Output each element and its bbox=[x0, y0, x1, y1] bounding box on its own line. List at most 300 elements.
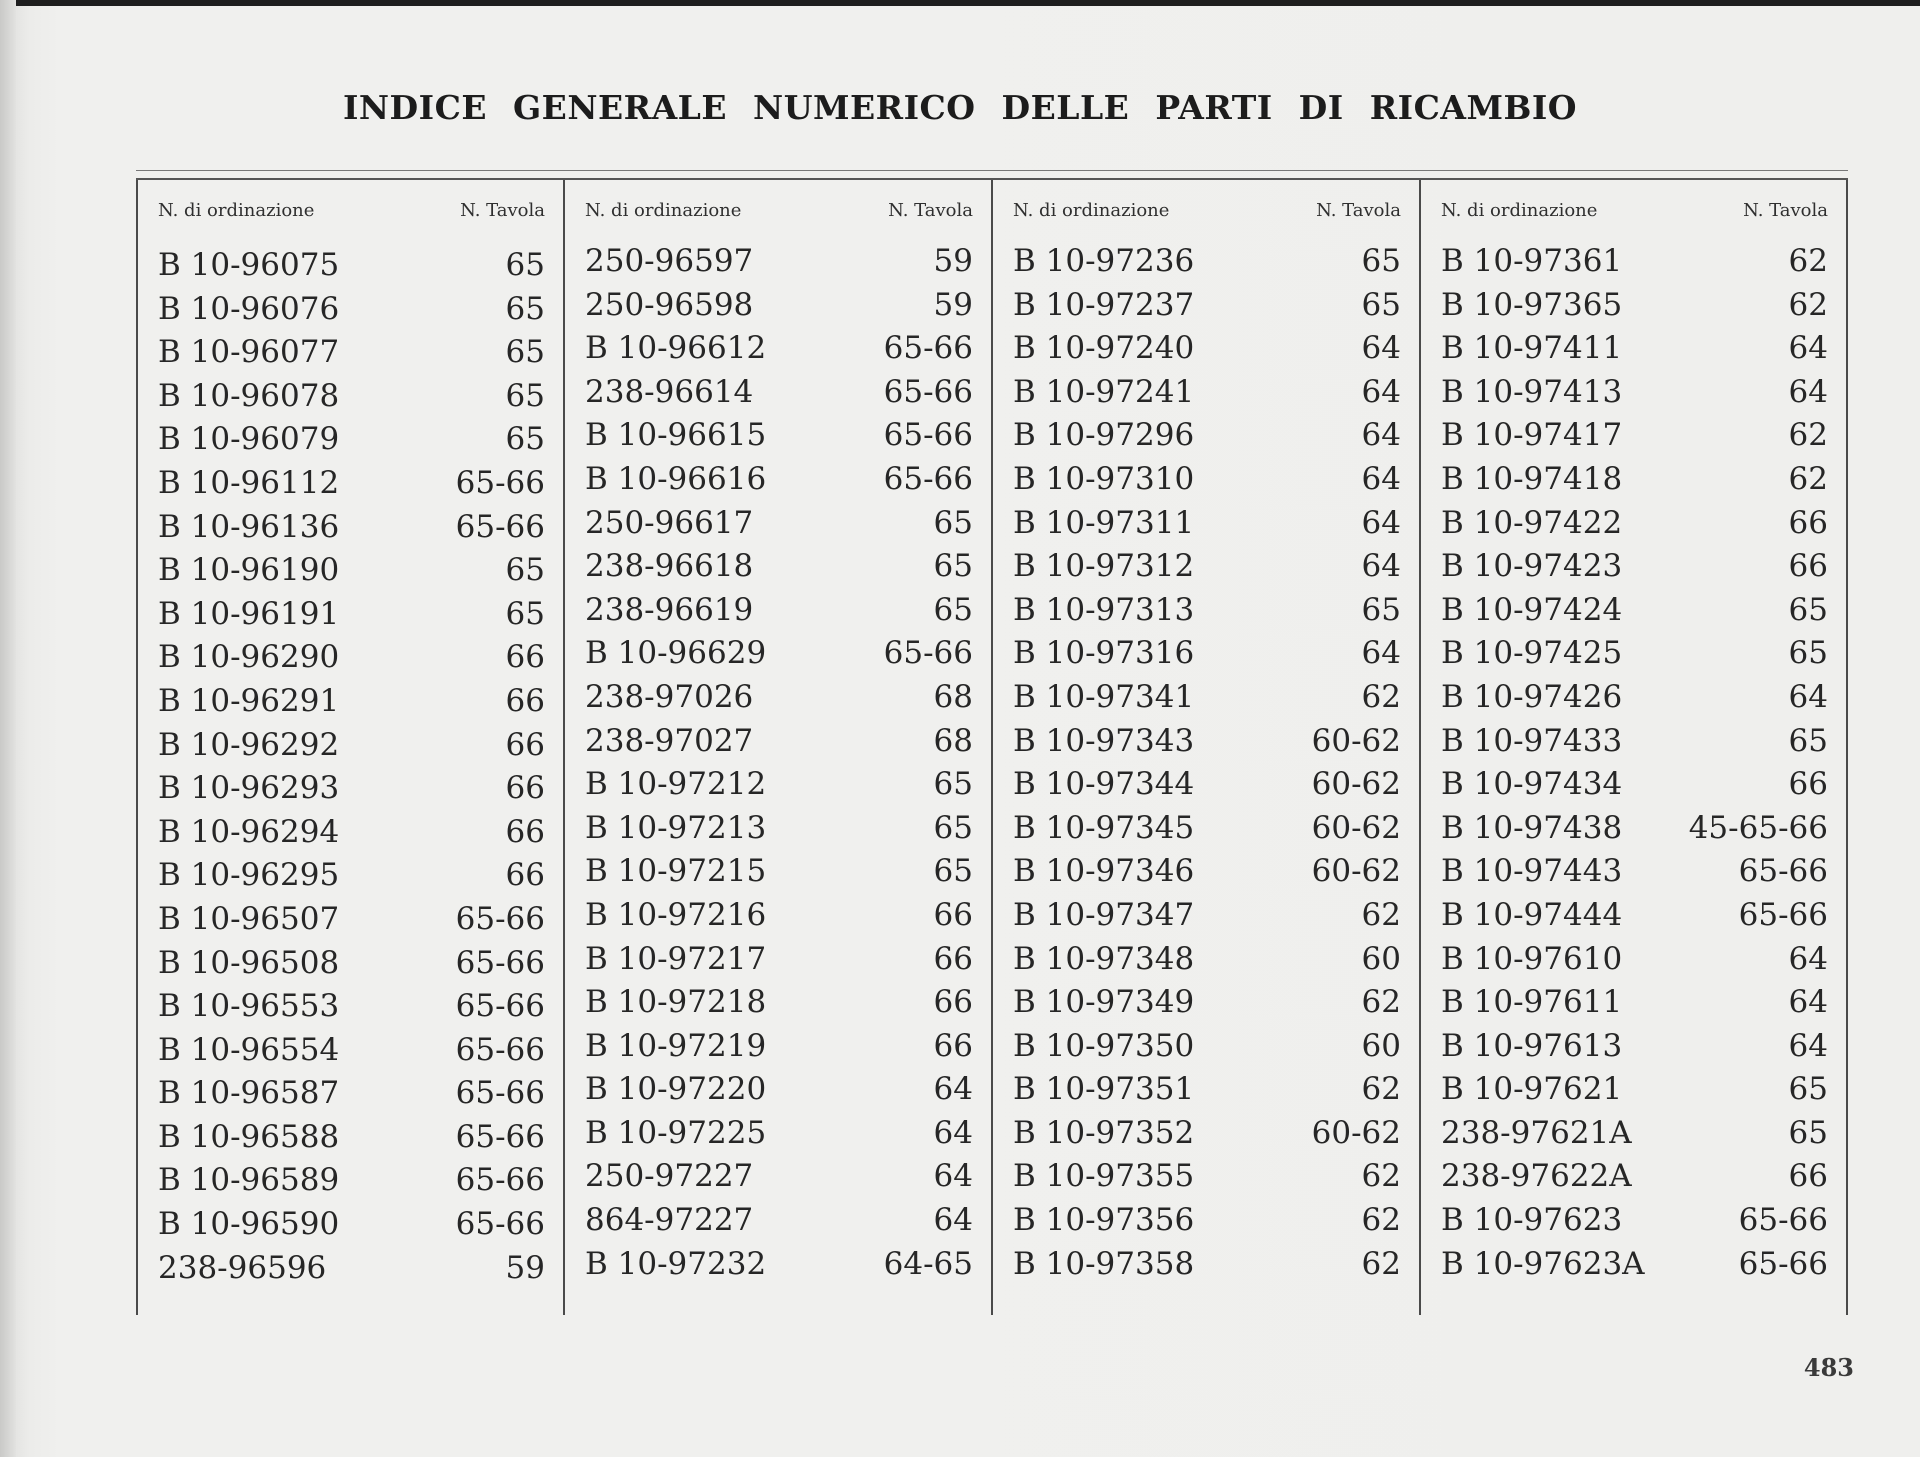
order-number: B 10-96293 bbox=[158, 770, 340, 807]
table-number: 62 bbox=[1788, 460, 1828, 497]
table-number: 65-66 bbox=[455, 1206, 545, 1243]
header-order-number: N. di ordinazione bbox=[1013, 200, 1170, 221]
table-number: 62 bbox=[1788, 417, 1828, 454]
order-number: B 10-97316 bbox=[1013, 635, 1195, 672]
column-header bbox=[138, 180, 563, 242]
table-row bbox=[993, 1025, 1419, 1069]
order-number: B 10-97425 bbox=[1441, 635, 1623, 672]
table-row bbox=[993, 807, 1419, 851]
order-number: B 10-96295 bbox=[158, 857, 340, 894]
table-number: 62 bbox=[1788, 243, 1828, 279]
table-number: 65 bbox=[933, 591, 973, 628]
table-number: 65 bbox=[1788, 1071, 1828, 1108]
table-number: 65-66 bbox=[1738, 1245, 1828, 1282]
table-row bbox=[1421, 894, 1846, 938]
table-number: 66 bbox=[1788, 766, 1828, 803]
header-rule-thin bbox=[136, 170, 1848, 171]
table-number: 64 bbox=[1361, 548, 1401, 585]
order-number: B 10-97219 bbox=[585, 1027, 767, 1064]
table-row bbox=[1421, 284, 1846, 328]
order-number: B 10-97621 bbox=[1441, 1071, 1623, 1108]
table-number: 64 bbox=[933, 1158, 973, 1195]
table-row bbox=[1421, 371, 1846, 415]
order-number: B 10-96136 bbox=[158, 508, 340, 545]
table-number: 65 bbox=[933, 809, 973, 846]
table-number: 64 bbox=[1788, 1027, 1828, 1064]
table-row bbox=[565, 938, 991, 982]
order-number: B 10-97218 bbox=[585, 984, 767, 1021]
page-title: INDICE GENERALE NUMERICO DELLE PARTI DI RICAMBIO bbox=[342, 88, 1578, 127]
table-number: 60-62 bbox=[1311, 853, 1401, 890]
table-row bbox=[565, 458, 991, 502]
table-number: 68 bbox=[933, 722, 973, 759]
order-number: B 10-97225 bbox=[585, 1114, 767, 1151]
table-row bbox=[1421, 938, 1846, 982]
table-row bbox=[138, 593, 563, 637]
table-number: 65-66 bbox=[455, 988, 545, 1025]
order-number: 250-97227 bbox=[585, 1158, 754, 1195]
order-number: B 10-97296 bbox=[1013, 417, 1195, 454]
table-row bbox=[993, 632, 1419, 676]
table-row bbox=[1421, 1155, 1846, 1199]
order-number: B 10-97433 bbox=[1441, 722, 1623, 759]
order-number: B 10-97311 bbox=[1013, 504, 1195, 541]
table-row bbox=[993, 1068, 1419, 1112]
table-row bbox=[138, 1159, 563, 1203]
table-number: 66 bbox=[505, 726, 545, 763]
table-row bbox=[565, 414, 991, 458]
table-number: 64 bbox=[1361, 635, 1401, 672]
table-row bbox=[1421, 589, 1846, 633]
order-number: B 10-96587 bbox=[158, 1075, 340, 1112]
table-number: 59 bbox=[505, 1249, 545, 1286]
table-row bbox=[138, 636, 563, 680]
table-row bbox=[993, 938, 1419, 982]
table-number: 60-62 bbox=[1311, 809, 1401, 846]
column-rows bbox=[993, 240, 1419, 1286]
order-number: B 10-96190 bbox=[158, 552, 340, 589]
table-row bbox=[1421, 414, 1846, 458]
table-row bbox=[138, 680, 563, 724]
table-number: 62 bbox=[1361, 896, 1401, 933]
table-number: 66 bbox=[933, 984, 973, 1021]
order-number: B 10-97438 bbox=[1441, 809, 1623, 846]
table-row bbox=[993, 1199, 1419, 1243]
order-number: B 10-96292 bbox=[158, 726, 340, 763]
order-number: B 10-97344 bbox=[1013, 766, 1195, 803]
table-row bbox=[565, 589, 991, 633]
table-number: 65-66 bbox=[455, 464, 545, 501]
table-row bbox=[138, 549, 563, 593]
order-number: B 10-97312 bbox=[1013, 548, 1195, 585]
table-number: 65 bbox=[1361, 243, 1401, 279]
order-number: 250-96617 bbox=[585, 504, 754, 541]
order-number: B 10-97413 bbox=[1441, 373, 1623, 410]
order-number: B 10-96077 bbox=[158, 334, 340, 371]
table-number: 60 bbox=[1361, 1027, 1401, 1064]
table-number: 62 bbox=[1361, 984, 1401, 1021]
table-row bbox=[138, 1116, 563, 1160]
order-number: B 10-97417 bbox=[1441, 417, 1623, 454]
page-top-edge bbox=[0, 0, 1920, 6]
order-number: B 10-97365 bbox=[1441, 286, 1623, 323]
table-number: 64 bbox=[1361, 460, 1401, 497]
table-number: 65-66 bbox=[455, 944, 545, 981]
table-row bbox=[1421, 545, 1846, 589]
order-number: B 10-97345 bbox=[1013, 809, 1195, 846]
header-order-number: N. di ordinazione bbox=[1441, 200, 1598, 221]
table-row bbox=[565, 240, 991, 284]
table-row bbox=[1421, 1112, 1846, 1156]
header-table-number: N. Tavola bbox=[1316, 200, 1401, 221]
table-row bbox=[993, 502, 1419, 546]
table-row bbox=[565, 502, 991, 546]
table-number: 65 bbox=[933, 504, 973, 541]
table-number: 65 bbox=[505, 247, 545, 283]
table-row bbox=[1421, 458, 1846, 502]
table-number: 64 bbox=[1361, 373, 1401, 410]
table-number: 65-66 bbox=[455, 900, 545, 937]
table-number: 65 bbox=[933, 766, 973, 803]
order-number: B 10-97241 bbox=[1013, 373, 1195, 410]
table-number: 60-62 bbox=[1311, 766, 1401, 803]
order-number: B 10-96507 bbox=[158, 900, 340, 937]
table-number: 66 bbox=[505, 639, 545, 676]
table-row bbox=[565, 327, 991, 371]
table-row bbox=[565, 807, 991, 851]
table-row bbox=[565, 371, 991, 415]
order-number: B 10-96294 bbox=[158, 813, 340, 850]
table-number: 65-66 bbox=[455, 1162, 545, 1199]
table-number: 62 bbox=[1361, 678, 1401, 715]
order-number: B 10-97361 bbox=[1441, 243, 1623, 279]
table-number: 64 bbox=[933, 1114, 973, 1151]
table-number: 65-66 bbox=[883, 417, 973, 454]
table-number: 65-66 bbox=[1738, 853, 1828, 890]
table-row bbox=[565, 720, 991, 764]
table-row bbox=[138, 724, 563, 768]
table-row bbox=[1421, 676, 1846, 720]
table-row bbox=[565, 632, 991, 676]
table-row bbox=[1421, 502, 1846, 546]
table-row bbox=[138, 854, 563, 898]
order-number: B 10-97220 bbox=[585, 1071, 767, 1108]
table-number: 65 bbox=[1788, 635, 1828, 672]
table-number: 59 bbox=[933, 243, 973, 279]
table-number: 64-65 bbox=[883, 1245, 973, 1282]
table-row bbox=[138, 331, 563, 375]
table-row bbox=[565, 545, 991, 589]
order-number: 238-97026 bbox=[585, 678, 754, 715]
order-number: B 10-96290 bbox=[158, 639, 340, 676]
table-row bbox=[1421, 720, 1846, 764]
order-number: B 10-96112 bbox=[158, 464, 340, 501]
table-row bbox=[565, 676, 991, 720]
table-number: 60-62 bbox=[1311, 722, 1401, 759]
table-number: 65 bbox=[933, 548, 973, 585]
table-number: 62 bbox=[1361, 1245, 1401, 1282]
table-row bbox=[993, 981, 1419, 1025]
table-number: 65 bbox=[1788, 591, 1828, 628]
table-row bbox=[138, 418, 563, 462]
order-number: B 10-97623 bbox=[1441, 1202, 1623, 1239]
table-number: 62 bbox=[1788, 286, 1828, 323]
table-row bbox=[138, 898, 563, 942]
table-number: 64 bbox=[933, 1071, 973, 1108]
table-row bbox=[138, 288, 563, 332]
order-number: B 10-96191 bbox=[158, 595, 340, 632]
table-row bbox=[565, 284, 991, 328]
order-number: B 10-97423 bbox=[1441, 548, 1623, 585]
order-number: 250-96597 bbox=[585, 243, 754, 279]
table-row bbox=[993, 894, 1419, 938]
order-number: 250-96598 bbox=[585, 286, 754, 323]
table-row bbox=[993, 284, 1419, 328]
order-number: 238-97027 bbox=[585, 722, 754, 759]
order-number: B 10-97232 bbox=[585, 1245, 767, 1282]
order-number: B 10-97444 bbox=[1441, 896, 1623, 933]
table-number: 65-66 bbox=[1738, 1202, 1828, 1239]
order-number: B 10-96079 bbox=[158, 421, 340, 458]
order-number: B 10-97313 bbox=[1013, 591, 1195, 628]
order-number: B 10-97310 bbox=[1013, 460, 1195, 497]
order-number: B 10-97623A bbox=[1441, 1245, 1645, 1282]
order-number: B 10-97217 bbox=[585, 940, 767, 977]
order-number: B 10-96554 bbox=[158, 1031, 340, 1068]
table-row bbox=[993, 850, 1419, 894]
table-number: 68 bbox=[933, 678, 973, 715]
table-row bbox=[565, 1199, 991, 1243]
table-row bbox=[138, 1203, 563, 1247]
order-number: B 10-97350 bbox=[1013, 1027, 1195, 1064]
page-number: 483 bbox=[1803, 1353, 1854, 1382]
table-row bbox=[138, 942, 563, 986]
table-number: 65-66 bbox=[455, 1118, 545, 1155]
order-number: B 10-96615 bbox=[585, 417, 767, 454]
table-number: 64 bbox=[1788, 984, 1828, 1021]
table-number: 65-66 bbox=[883, 330, 973, 367]
table-number: 65 bbox=[1361, 591, 1401, 628]
table-number: 66 bbox=[505, 682, 545, 719]
table-number: 66 bbox=[933, 896, 973, 933]
table-row bbox=[138, 985, 563, 1029]
table-number: 64 bbox=[1361, 504, 1401, 541]
table-number: 65-66 bbox=[883, 635, 973, 672]
table-number: 65 bbox=[505, 552, 545, 589]
table-row bbox=[1421, 1199, 1846, 1243]
table-number: 65-66 bbox=[455, 1031, 545, 1068]
table-number: 60-62 bbox=[1311, 1114, 1401, 1151]
table-row bbox=[993, 240, 1419, 284]
order-number: B 10-97346 bbox=[1013, 853, 1195, 890]
header-table-number: N. Tavola bbox=[1743, 200, 1828, 221]
order-number: 238-96619 bbox=[585, 591, 754, 628]
order-number: B 10-97343 bbox=[1013, 722, 1195, 759]
order-number: B 10-96629 bbox=[585, 635, 767, 672]
table-number: 65 bbox=[505, 290, 545, 327]
order-number: 238-96614 bbox=[585, 373, 754, 410]
order-number: B 10-97348 bbox=[1013, 940, 1195, 977]
table-column-3 bbox=[991, 180, 1419, 1315]
order-number: B 10-97443 bbox=[1441, 853, 1623, 890]
table-row bbox=[1421, 850, 1846, 894]
table-number: 64 bbox=[1788, 330, 1828, 367]
table-row bbox=[565, 981, 991, 1025]
table-row bbox=[1421, 240, 1846, 284]
order-number: B 10-97240 bbox=[1013, 330, 1195, 367]
table-number: 66 bbox=[1788, 548, 1828, 585]
column-header bbox=[1421, 180, 1846, 242]
table-number: 65-66 bbox=[883, 373, 973, 410]
table-row bbox=[1421, 327, 1846, 371]
order-number: B 10-97341 bbox=[1013, 678, 1195, 715]
table-number: 64 bbox=[1361, 330, 1401, 367]
table-number: 66 bbox=[1788, 1158, 1828, 1195]
header-order-number: N. di ordinazione bbox=[158, 200, 315, 221]
parts-index-table bbox=[136, 180, 1848, 1315]
order-number: B 10-96616 bbox=[585, 460, 767, 497]
order-number: B 10-97351 bbox=[1013, 1071, 1195, 1108]
order-number: B 10-97613 bbox=[1441, 1027, 1623, 1064]
order-number: B 10-97422 bbox=[1441, 504, 1623, 541]
table-number: 65 bbox=[505, 334, 545, 371]
order-number: B 10-97426 bbox=[1441, 678, 1623, 715]
order-number: 238-96596 bbox=[158, 1249, 327, 1286]
table-number: 64 bbox=[1788, 940, 1828, 977]
table-number: 66 bbox=[933, 940, 973, 977]
table-row bbox=[138, 1072, 563, 1116]
table-row bbox=[565, 1025, 991, 1069]
table-row bbox=[1421, 632, 1846, 676]
table-row bbox=[138, 506, 563, 550]
table-number: 64 bbox=[1788, 678, 1828, 715]
table-number: 59 bbox=[933, 286, 973, 323]
table-column-1 bbox=[136, 180, 563, 1315]
order-number: B 10-96589 bbox=[158, 1162, 340, 1199]
order-number: B 10-97237 bbox=[1013, 286, 1195, 323]
table-row bbox=[993, 720, 1419, 764]
order-number: B 10-97347 bbox=[1013, 896, 1195, 933]
table-row bbox=[565, 1068, 991, 1112]
table-number: 64 bbox=[1361, 417, 1401, 454]
table-row bbox=[138, 811, 563, 855]
order-number: B 10-96508 bbox=[158, 944, 340, 981]
table-number: 45-65-66 bbox=[1688, 809, 1828, 846]
table-row bbox=[1421, 981, 1846, 1025]
header-order-number: N. di ordinazione bbox=[585, 200, 742, 221]
table-row bbox=[138, 462, 563, 506]
table-number: 65 bbox=[1788, 1114, 1828, 1151]
table-row bbox=[565, 894, 991, 938]
order-number: B 10-97355 bbox=[1013, 1158, 1195, 1195]
table-row bbox=[993, 763, 1419, 807]
table-number: 65 bbox=[505, 377, 545, 414]
order-number: B 10-97424 bbox=[1441, 591, 1623, 628]
table-number: 64 bbox=[933, 1202, 973, 1239]
table-row bbox=[993, 327, 1419, 371]
column-rows bbox=[138, 244, 563, 1290]
table-number: 66 bbox=[933, 1027, 973, 1064]
table-number: 66 bbox=[505, 813, 545, 850]
order-number: B 10-97349 bbox=[1013, 984, 1195, 1021]
table-row bbox=[993, 371, 1419, 415]
table-number: 65 bbox=[933, 853, 973, 890]
table-number: 66 bbox=[505, 770, 545, 807]
order-number: B 10-96590 bbox=[158, 1206, 340, 1243]
order-number: B 10-97212 bbox=[585, 766, 767, 803]
table-number: 65 bbox=[1788, 722, 1828, 759]
table-row bbox=[565, 763, 991, 807]
table-row bbox=[993, 1155, 1419, 1199]
table-number: 65 bbox=[505, 595, 545, 632]
order-number: B 10-97215 bbox=[585, 853, 767, 890]
table-row bbox=[993, 676, 1419, 720]
order-number: 238-96618 bbox=[585, 548, 754, 585]
table-number: 65-66 bbox=[455, 508, 545, 545]
order-number: B 10-96078 bbox=[158, 377, 340, 414]
table-row bbox=[138, 767, 563, 811]
order-number: 238-97621A bbox=[1441, 1114, 1632, 1151]
table-number: 64 bbox=[1788, 373, 1828, 410]
order-number: B 10-97216 bbox=[585, 896, 767, 933]
order-number: B 10-97411 bbox=[1441, 330, 1623, 367]
header-table-number: N. Tavola bbox=[460, 200, 545, 221]
order-number: B 10-97610 bbox=[1441, 940, 1623, 977]
table-row bbox=[1421, 807, 1846, 851]
order-number: B 10-97358 bbox=[1013, 1245, 1195, 1282]
order-number: B 10-96076 bbox=[158, 290, 340, 327]
table-row bbox=[993, 414, 1419, 458]
table-row bbox=[1421, 1243, 1846, 1287]
order-number: B 10-97434 bbox=[1441, 766, 1623, 803]
table-column-2 bbox=[563, 180, 991, 1315]
order-number: 864-97227 bbox=[585, 1202, 754, 1239]
table-number: 65 bbox=[505, 421, 545, 458]
table-number: 62 bbox=[1361, 1202, 1401, 1239]
table-row bbox=[993, 1243, 1419, 1287]
order-number: B 10-97418 bbox=[1441, 460, 1623, 497]
table-row bbox=[138, 1247, 563, 1291]
order-number: 238-97622A bbox=[1441, 1158, 1632, 1195]
table-row bbox=[138, 375, 563, 419]
table-row bbox=[565, 1243, 991, 1287]
order-number: B 10-96553 bbox=[158, 988, 340, 1025]
table-number: 65-66 bbox=[455, 1075, 545, 1112]
column-rows bbox=[1421, 240, 1846, 1286]
order-number: B 10-97352 bbox=[1013, 1114, 1195, 1151]
page-binding-edge bbox=[0, 0, 16, 1457]
table-row bbox=[993, 589, 1419, 633]
column-rows bbox=[565, 240, 991, 1286]
column-header bbox=[565, 180, 991, 242]
table-row bbox=[565, 1155, 991, 1199]
table-row bbox=[565, 850, 991, 894]
order-number: B 10-96588 bbox=[158, 1118, 340, 1155]
column-header bbox=[993, 180, 1419, 242]
order-number: B 10-97611 bbox=[1441, 984, 1623, 1021]
table-number: 66 bbox=[1788, 504, 1828, 541]
order-number: B 10-96612 bbox=[585, 330, 767, 367]
order-number: B 10-96291 bbox=[158, 682, 340, 719]
table-number: 62 bbox=[1361, 1158, 1401, 1195]
table-number: 62 bbox=[1361, 1071, 1401, 1108]
order-number: B 10-97213 bbox=[585, 809, 767, 846]
table-row bbox=[138, 1029, 563, 1073]
order-number: B 10-96075 bbox=[158, 247, 340, 283]
table-row bbox=[565, 1112, 991, 1156]
table-number: 65-66 bbox=[883, 460, 973, 497]
table-row bbox=[1421, 763, 1846, 807]
